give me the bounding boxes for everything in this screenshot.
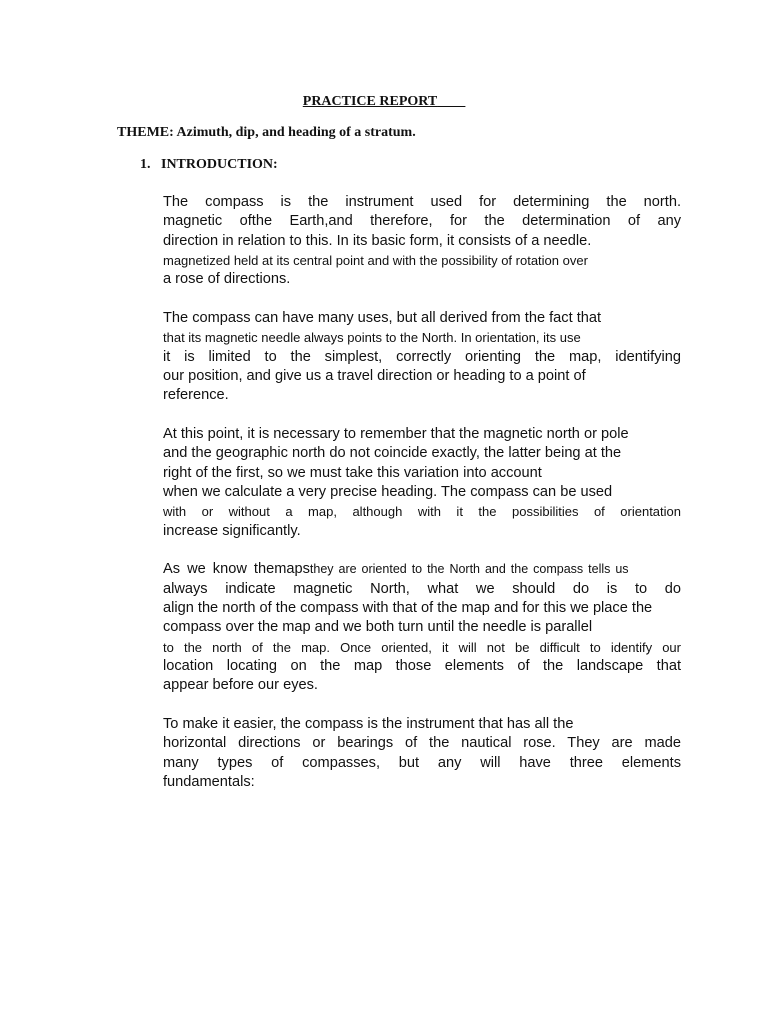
section-number: 1. (140, 157, 151, 172)
text-line: increase significantly. (163, 522, 301, 539)
paragraph (163, 560, 681, 695)
section-heading (140, 156, 278, 174)
text-line: that its magnetic needle always points to the North. In orientation, its use (163, 330, 581, 346)
text-line: to the north of the map. Once oriented, it will not be difficult to identify our (163, 639, 681, 655)
theme-line (117, 124, 416, 142)
text-line: many types of compasses, but any will have three elements (163, 754, 681, 771)
text-line: The compass can have many uses, but all derived from the fact that (163, 310, 602, 327)
text-line: location locating on the map those elements of the landscape that (163, 658, 681, 675)
text-line: compass over the map and we both turn until the needle is parallel (163, 619, 593, 636)
text-run-small: they are oriented to the North and the compass tells us (309, 562, 629, 577)
text-line: magnetic ofthe Earth,and therefore, for the determination of any (163, 213, 681, 230)
text-line: when we calculate a very precise heading. The compass can be used (163, 484, 613, 501)
text-line: with or without a map, although with it the possibilities of orientation (163, 504, 681, 520)
theme-label: THEME: (117, 125, 174, 140)
text-line: direction in relation to this. In its basic form, it consists of a needle. (163, 232, 592, 249)
text-line: a rose of directions. (163, 271, 291, 288)
paragraph (163, 309, 681, 406)
text-line: appear before our eyes. (163, 677, 318, 694)
text-line: always indicate magnetic North, what we should do is to do (163, 580, 681, 597)
text-run: As we know themaps (163, 561, 310, 578)
theme-text: Azimuth, dip, and heading of a stratum. (176, 125, 416, 140)
report-title (0, 93, 768, 111)
text-line: right of the first, so we must take this variation into account (163, 464, 542, 481)
text-line: align the north of the compass with that of the map and for this we place the (163, 600, 653, 617)
section-title: INTRODUCTION: (161, 157, 278, 172)
paragraph (163, 715, 681, 792)
text-line: and the geographic north do not coincide exactly, the latter being at the (163, 445, 622, 462)
document-body (163, 193, 681, 812)
text-line: At this point, it is necessary to remember that the magnetic north or pole (163, 426, 629, 443)
text-line: reference. (163, 387, 229, 404)
text-line: our position, and give us a travel direction or heading to a point of (163, 368, 586, 385)
text-line: fundamentals: (163, 774, 255, 791)
paragraph (163, 193, 681, 290)
text-line (163, 560, 681, 579)
report-title-text: PRACTICE REPORT (302, 94, 438, 109)
text-line: magnetized held at its central point and with the possibility of rotation over (163, 253, 588, 269)
text-line: To make it easier, the compass is the instrument that has all the (163, 716, 574, 733)
paragraph (163, 425, 681, 541)
text-line: it is limited to the simplest, correctly orienting the map, identifying (163, 348, 681, 365)
text-line: The compass is the instrument used for determining the north. (163, 194, 681, 210)
report-title-underline: ____ (437, 94, 466, 109)
text-line: horizontal directions or bearings of the nautical rose. They are made (163, 735, 681, 752)
